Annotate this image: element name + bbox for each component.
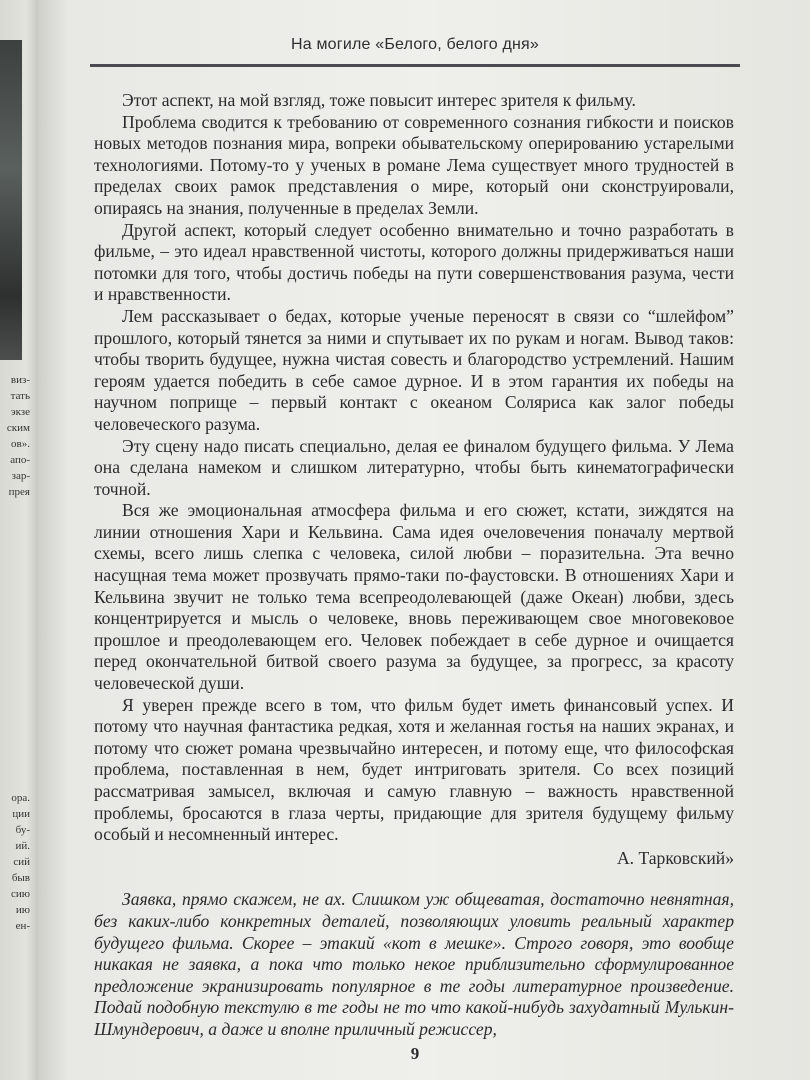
header-rule	[90, 64, 740, 67]
main-text	[94, 90, 734, 1041]
previous-page-text-top: виз- тать экзе ским ов». апо- зар- прея	[6, 374, 30, 498]
paragraph: Эту сцену надо писать специально, делая ее финалом будущего фильма. У Лема она сделана намеком и слишком литературно, чтобы быть кинематографически точной.	[94, 435, 734, 499]
commentary-paragraph: Заявка, прямо скажем, не ах. Слишком уж общеватая, достаточно невнятная, без каких-либо конкретных деталей, позволяющих уловить реальный характер будущего фильма. Скорее – этакий «кот в мешке». Строго говоря, это вообще никакая не заявка, а пока что только некое приблизительно сформулированное предложение экранизировать популярное в те годы литературное произведение. Подай подобную текстулю в те годы не то что какой-нибудь захудатный Мулькин-Шмундерович, а даже и вполне приличный режиссер,	[94, 889, 734, 1039]
running-head: На могиле «Белого, белого дня»	[290, 36, 540, 53]
author-commentary	[94, 889, 734, 1040]
previous-page-text-bottom: ора. ции бу- ий. сий быв сию ию ен-	[11, 792, 30, 932]
signature: А. Тарковский»	[616, 847, 734, 868]
book-page	[38, 0, 810, 1080]
paragraph: Я уверен прежде всего в том, что фильм будет иметь финансовый успех. И потому что научная фантастика редкая, хотя и желанная гостья на наших экранах, и потому что сюжет романа чрезвычайно интересен, и потому еще, что философская проблема, поставленная в нем, будет интриговать зрителя. Со всех позиций рассматривая замысел, включая и самую главную – важность нравственной проблемы, бросаются в глаза черты, придающие для зрителя будущему фильму особый и несомненный интерес.	[94, 694, 734, 845]
previous-page-edge	[0, 0, 38, 1080]
page-number: 9	[410, 1044, 420, 1063]
previous-page-photo	[0, 40, 22, 360]
paragraph: Другой аспект, который следует особенно внимательно и точно разработать в фильме, – это идеал нравственной чистоты, которого должны придерживаться наши потомки для того, чтобы достичь победы на пути совершенствования разума, чести и нравственности.	[94, 219, 734, 305]
paragraph: Вся же эмоциональная атмосфера фильма и его сюжет, кстати, зиждятся на линии отношения Хари и Кельвина. Сама идея очеловечения поначалу мертвой схемы, всего лишь слепка с человека, силой любви – поразительна. Эта вечно насущная тема может прозвучать прямо-таки по-фаустовски. В отношениях Хари и Кельвина звучит не только тема всепреодолевающей (даже Океан) любви, здесь концентрируется и мысль о человеке, вновь переживающем свое многовековое прошлое и преодолевающем его. Человек побеждает в себе дурное и очищается перед окончательной битвой своего разума за будущее, за прогресс, за красоту человеческой души.	[94, 500, 734, 694]
paragraph: Проблема сводится к требованию от современного сознания гибкости и поисков новых методов познания мира, вопреки обывательскому оперированию устарелыми технологиями. Потому-то у ученых в романе Лема существует много трудностей в пределах своих рамок представления о мире, который они сконструировали, опираясь на знания, полученные в пределах Земли.	[94, 111, 734, 218]
paragraph: Этот аспект, на мой взгляд, тоже повысит интерес зрителя к фильму.	[122, 90, 636, 110]
paragraph: Лем рассказывает о бедах, которые ученые переносят в связи со “шлейфом” прошлого, который тянется за ними и спутывает их по рукам и ногам. Вывод таков: чтобы творить будущее, нужна чистая совесть и благородство устремлений. Нашим героям удается победить в себе самое дурное. И в этом гарантия их победы на научном поприще – первый контакт с океаном Соляриса как залог победы человеческого разума.	[94, 305, 734, 434]
